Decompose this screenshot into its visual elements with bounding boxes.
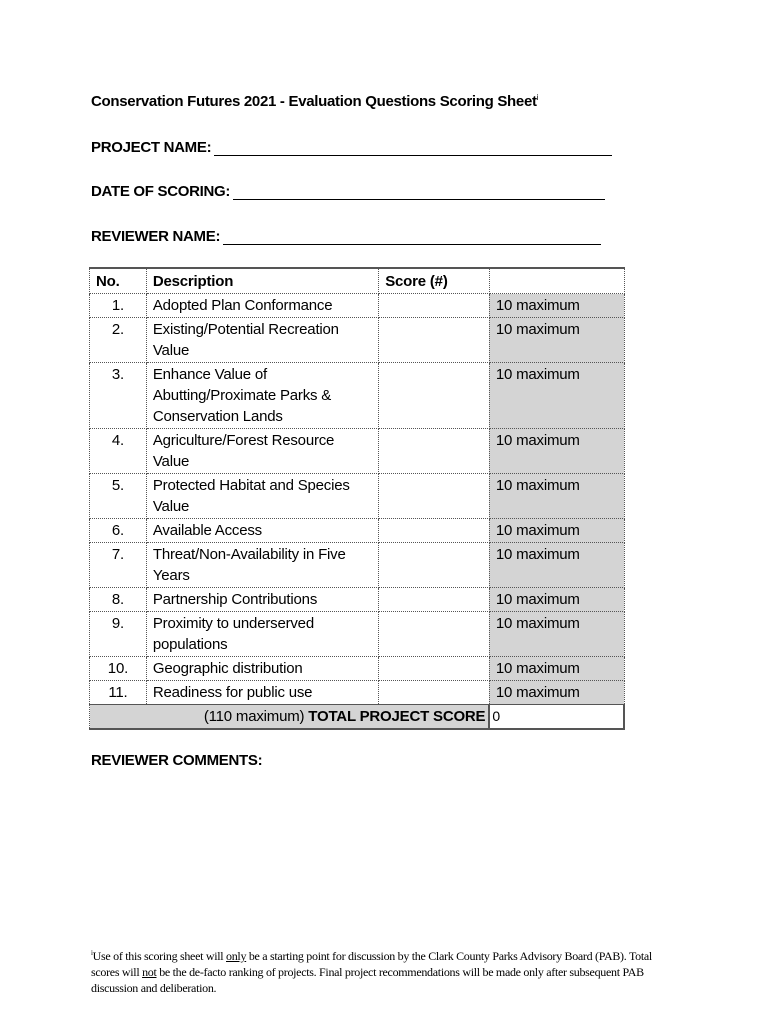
- row-score-input[interactable]: [379, 429, 490, 474]
- row-max-points: 10 maximum: [489, 294, 624, 318]
- total-row: [90, 705, 625, 730]
- reviewer-comments-label: REVIEWER COMMENTS:: [91, 752, 263, 769]
- row-number: 9.: [90, 612, 147, 657]
- row-description: Enhance Value of Abutting/Proximate Parks & Conservation Lands: [146, 363, 378, 429]
- table-row: [90, 681, 625, 705]
- row-score-input[interactable]: [379, 612, 490, 657]
- table-row: [90, 588, 625, 612]
- row-max-points: 10 maximum: [489, 363, 624, 429]
- footnote-mark: i: [91, 949, 93, 957]
- row-number: 11.: [90, 681, 147, 705]
- reviewer-name-field[interactable]: [91, 228, 601, 245]
- row-number: 3.: [90, 363, 147, 429]
- footnote-marker: i: [536, 93, 539, 102]
- row-score-input[interactable]: [379, 543, 490, 588]
- row-description: Readiness for public use: [146, 681, 378, 705]
- table-row: [90, 543, 625, 588]
- project-name-blank[interactable]: [214, 141, 612, 156]
- page-title: Conservation Futures 2021 - Evaluation Questions Scoring Sheet$^i$: [91, 93, 539, 110]
- footnote-text-1: Use of this scoring sheet will: [92, 949, 227, 963]
- row-score-input[interactable]: [379, 294, 490, 318]
- row-number: 5.: [90, 474, 147, 519]
- table-row: [90, 318, 625, 363]
- date-of-scoring-blank[interactable]: [233, 185, 605, 200]
- project-name-field[interactable]: [91, 139, 612, 156]
- project-name-label: PROJECT NAME:: [91, 139, 212, 156]
- row-max-points: 10 maximum: [489, 318, 624, 363]
- header-description: Description: [146, 268, 378, 294]
- reviewer-name-blank[interactable]: [223, 230, 601, 245]
- row-number: 1.: [90, 294, 147, 318]
- row-number: 10.: [90, 657, 147, 681]
- row-max-points: 10 maximum: [489, 519, 624, 543]
- header-no: No.: [90, 268, 147, 294]
- row-score-input[interactable]: [379, 519, 490, 543]
- total-title: TOTAL PROJECT SCORE: [308, 708, 486, 725]
- footnote: [91, 945, 671, 996]
- row-description: Threat/Non-Availability in Five Years: [146, 543, 378, 588]
- footnote-not: not: [142, 965, 157, 979]
- row-score-input[interactable]: [379, 318, 490, 363]
- total-score-value[interactable]: 0: [489, 705, 624, 730]
- row-max-points: 10 maximum: [489, 543, 624, 588]
- row-description: Agriculture/Forest Resource Value: [146, 429, 378, 474]
- table-row: [90, 657, 625, 681]
- row-max-points: 10 maximum: [489, 657, 624, 681]
- header-score: Score (#): [379, 268, 490, 294]
- date-of-scoring-label: DATE OF SCORING:: [91, 183, 231, 200]
- row-description: Proximity to underserved populations: [146, 612, 378, 657]
- row-description: Partnership Contributions: [146, 588, 378, 612]
- row-number: 7.: [90, 543, 147, 588]
- header-max: [489, 268, 624, 294]
- table-row: [90, 363, 625, 429]
- row-score-input[interactable]: [379, 657, 490, 681]
- row-max-points: 10 maximum: [489, 612, 624, 657]
- row-max-points: 10 maximum: [489, 681, 624, 705]
- row-description: Protected Habitat and Species Value: [146, 474, 378, 519]
- table-row: [90, 612, 625, 657]
- footnote-text-3: be the de-facto ranking of projects. Final project recommendations will be made only after subsequent PAB discussion and deliberation.: [91, 965, 644, 995]
- row-number: 6.: [90, 519, 147, 543]
- total-prefix: (110 maximum): [203, 708, 309, 725]
- row-number: 2.: [90, 318, 147, 363]
- row-description: Available Access: [146, 519, 378, 543]
- row-score-input[interactable]: [379, 474, 490, 519]
- row-score-input[interactable]: [379, 363, 490, 429]
- scoring-table: [89, 267, 625, 730]
- table-header-row: [90, 268, 625, 294]
- row-description: Adopted Plan Conformance: [146, 294, 378, 318]
- table-row: [90, 294, 625, 318]
- row-number: 8.: [90, 588, 147, 612]
- row-score-input[interactable]: [379, 681, 490, 705]
- table-row: [90, 429, 625, 474]
- row-score-input[interactable]: [379, 588, 490, 612]
- row-max-points: 10 maximum: [489, 588, 624, 612]
- footnote-only: only: [226, 949, 247, 963]
- row-description: Existing/Potential Recreation Value: [146, 318, 378, 363]
- row-max-points: 10 maximum: [489, 474, 624, 519]
- reviewer-name-label: REVIEWER NAME:: [91, 228, 221, 245]
- date-of-scoring-field[interactable]: [91, 183, 605, 200]
- table-row: [90, 474, 625, 519]
- table-row: [90, 519, 625, 543]
- row-number: 4.: [90, 429, 147, 474]
- total-label: [90, 705, 490, 730]
- row-description: Geographic distribution: [146, 657, 378, 681]
- row-max-points: 10 maximum: [489, 429, 624, 474]
- footnote-text-2: be a starting point for discussion by the Clark County Parks Advisory Board (PAB). Total scores will: [91, 949, 652, 979]
